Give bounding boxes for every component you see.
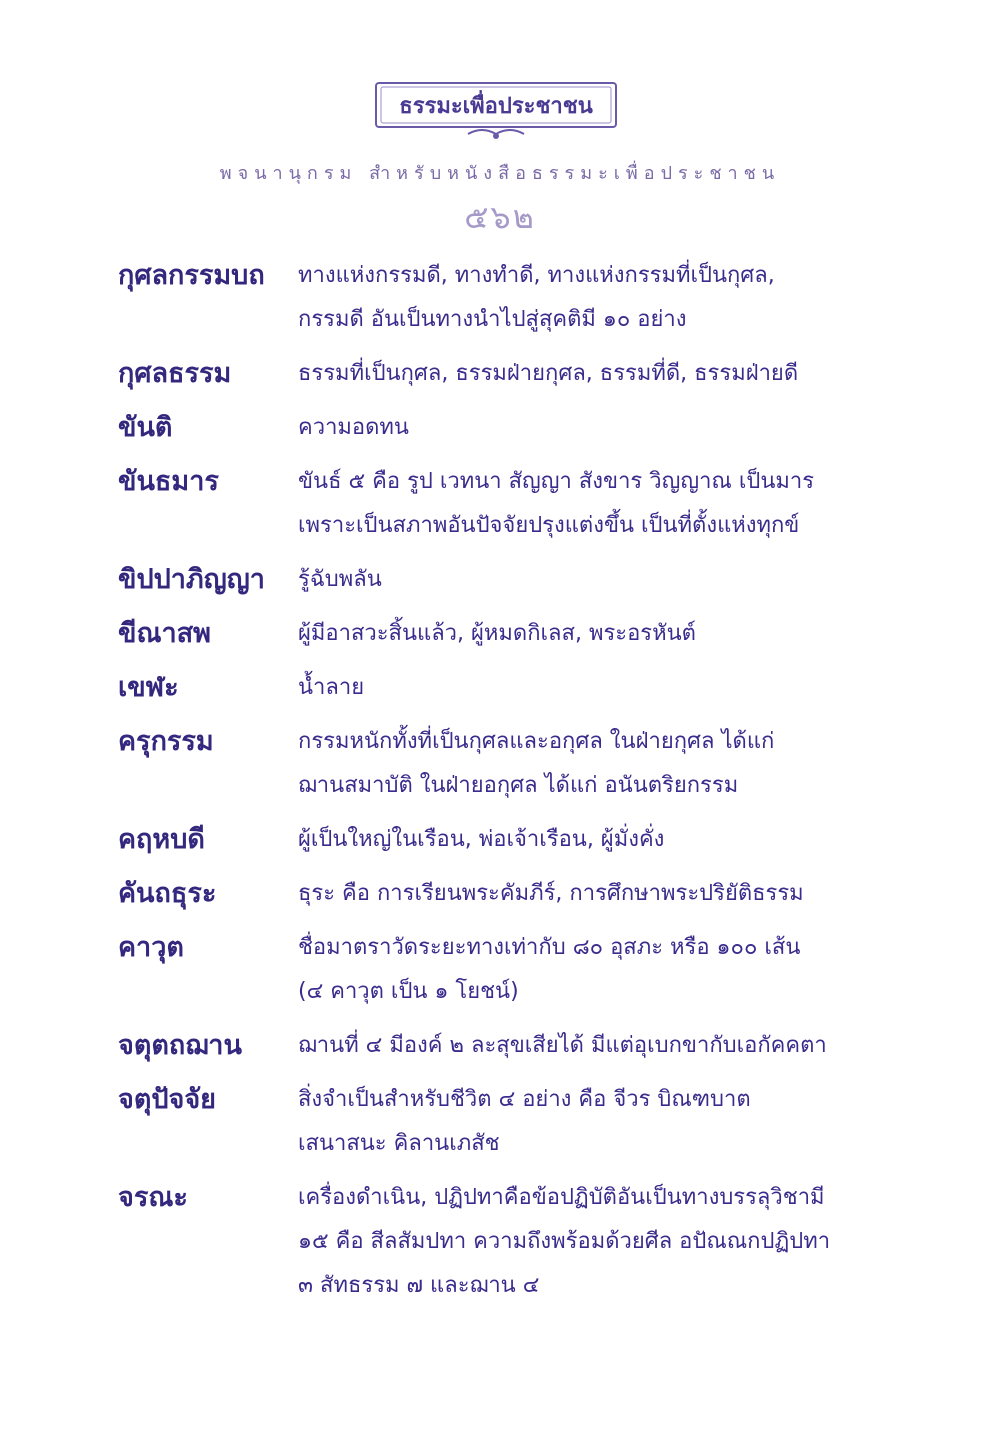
glossary-entry — [118, 254, 888, 342]
definition-line: ขันธ์ ๕ คือ รูป เวทนา สัญญา สังขาร วิญญาณ เป็นมาร — [298, 469, 815, 494]
entry-term: คฤหบดี — [118, 824, 205, 855]
definition-line: น้ำลาย — [298, 675, 365, 700]
glossary-entry — [118, 1078, 888, 1166]
definition-line: ธุระ คือ การเรียนพระคัมภีร์, การศึกษาพระปริยัติธรรม — [298, 881, 804, 906]
definition-line: ทางแห่งกรรมดี, ทางทำดี, ทางแห่งกรรมที่เป็นกุศล, — [298, 263, 775, 288]
entry-definition — [298, 1176, 888, 1308]
definition-line: ผู้เป็นใหญ่ในเรือน, พ่อเจ้าเรือน, ผู้มั่งคั่ง — [298, 827, 665, 852]
glossary-entry — [118, 872, 888, 916]
entry-definition — [298, 666, 888, 710]
definition-line: ชื่อมาตราวัดระยะทางเท่ากับ ๘๐ อุสภะ หรือ ๑๐๐ เส้น — [298, 935, 801, 960]
glossary-entry — [118, 1024, 888, 1068]
glossary-entries — [118, 254, 888, 1318]
definition-line: ฌานที่ ๔ มีองค์ ๒ ละสุขเสียได้ มีแต่อุเบกขากับเอกัคคตา — [298, 1033, 827, 1058]
entry-term: เขฬะ — [118, 672, 179, 703]
definition-line: สิ่งจำเป็นสำหรับชีวิต ๔ อย่าง คือ จีวร บิณฑบาต — [298, 1087, 751, 1112]
page-number: ๕๖๒ — [464, 198, 536, 236]
entry-term: คาวุต — [118, 932, 184, 963]
entry-definition — [298, 1024, 888, 1068]
glossary-entry — [118, 1176, 888, 1308]
entry-definition — [298, 872, 888, 916]
definition-line: ความอดทน — [298, 415, 409, 440]
entry-definition — [298, 460, 888, 548]
entry-definition — [298, 352, 888, 396]
entry-term: จรณะ — [118, 1182, 188, 1213]
entry-definition — [298, 612, 888, 656]
entry-term: กุศลกรรมบถ — [118, 260, 265, 291]
entry-definition — [298, 406, 888, 450]
entry-definition — [298, 558, 888, 602]
glossary-entry — [118, 558, 888, 602]
glossary-entry — [118, 406, 888, 450]
entry-term: ขิปปาภิญญา — [118, 564, 265, 595]
definition-line: ๓ สัทธรรม ๗ และฌาน ๔ — [298, 1273, 540, 1298]
logo — [372, 80, 620, 144]
entry-definition — [298, 926, 888, 1014]
definition-line: เครื่องดำเนิน, ปฏิปทาคือข้อปฏิบัติอันเป็นทางบรรลุวิชามี — [298, 1185, 825, 1210]
glossary-entry — [118, 352, 888, 396]
entry-term: กุศลธรรม — [118, 358, 232, 389]
definition-line: เสนาสนะ คิลานเภสัช — [298, 1131, 500, 1156]
entry-definition — [298, 720, 888, 808]
entry-term: จตุปัจจัย — [118, 1084, 216, 1115]
entry-definition — [298, 1078, 888, 1166]
definition-line: (๔ คาวุต เป็น ๑ โยชน์) — [298, 979, 519, 1004]
glossary-entry — [118, 612, 888, 656]
definition-line: กรรมดี อันเป็นทางนำไปสู่สุคติมี ๑๐ อย่าง — [298, 307, 687, 332]
definition-line: กรรมหนักทั้งที่เป็นกุศลและอกุศล ในฝ่ายกุศล ได้แก่ — [298, 729, 775, 754]
glossary-entry — [118, 460, 888, 548]
definition-line: ๑๕ คือ สีลสัมปทา ความถึงพร้อมด้วยศีล อปัณณกปฏิปทา — [298, 1229, 831, 1254]
glossary-entry — [118, 666, 888, 710]
glossary-entry — [118, 720, 888, 808]
entry-term: คันถธุระ — [118, 878, 217, 909]
glossary-entry — [118, 926, 888, 1014]
entry-term: ขันติ — [118, 412, 173, 443]
entry-term: จตุตถฌาน — [118, 1030, 242, 1061]
page-subtitle: พจนานุกรม สำหรับหนังสือธรรมะเพื่อประชาชน — [219, 163, 781, 184]
entry-definition — [298, 254, 888, 342]
entry-term: ครุกรรม — [118, 726, 214, 757]
definition-line: ฌานสมาบัติ ในฝ่ายอกุศล ได้แก่ อนันตริยกรรม — [298, 773, 739, 798]
entry-definition — [298, 818, 888, 862]
entry-term: ขีณาสพ — [118, 618, 211, 649]
logo-text: ธรรมะเพื่อประชาชน — [399, 94, 593, 119]
definition-line: เพราะเป็นสภาพอันปัจจัยปรุงแต่งขึ้น เป็นที่ตั้งแห่งทุกข์ — [298, 513, 800, 538]
entry-term: ขันธมาร — [118, 466, 219, 497]
definition-line: ผู้มีอาสวะสิ้นแล้ว, ผู้หมดกิเลส, พระอรหันต์ — [298, 621, 696, 646]
definition-line: ธรรมที่เป็นกุศล, ธรรมฝ่ายกุศล, ธรรมที่ดี, ธรรมฝ่ายดี — [298, 361, 799, 386]
glossary-entry — [118, 818, 888, 862]
definition-line: รู้ฉับพลัน — [298, 567, 382, 592]
